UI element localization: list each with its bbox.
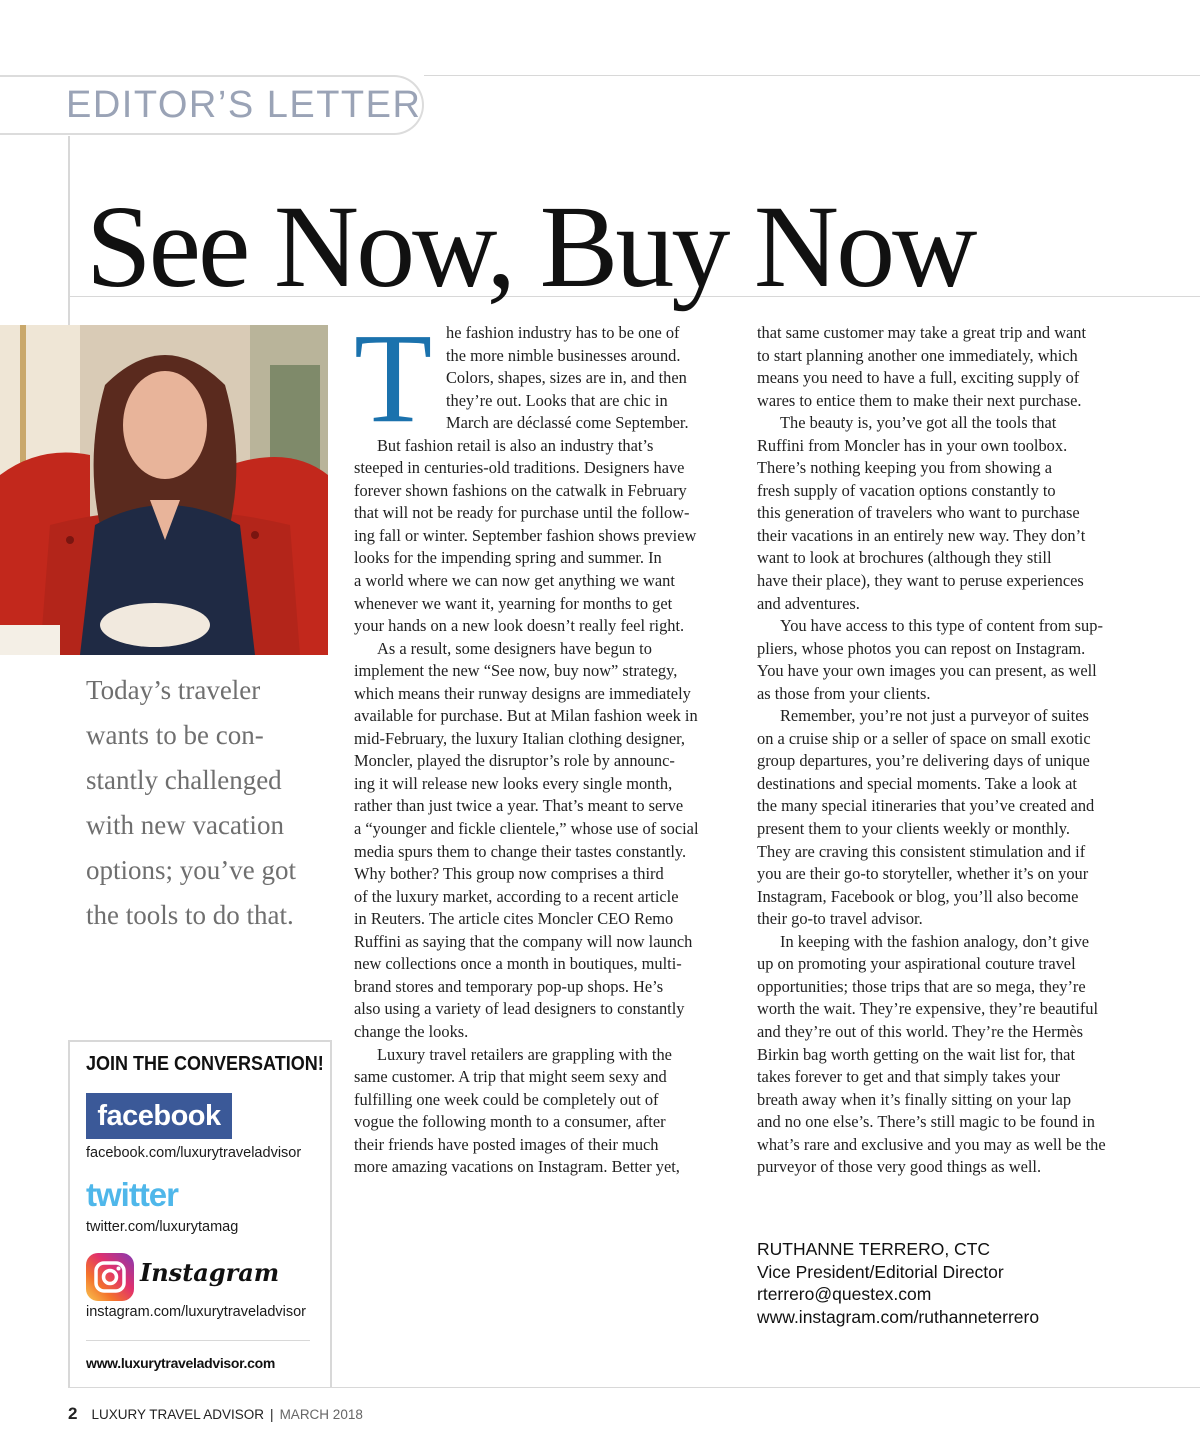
- drop-cap: T: [354, 307, 433, 449]
- article-line: the more nimble businesses around.: [446, 345, 681, 365]
- article-line: means you need to have a full, exciting supply of: [757, 368, 1080, 388]
- article-line: wares to entice them to make their next purchase.: [757, 390, 1082, 410]
- article-line: Luxury travel retailers are grappling with the: [377, 1044, 672, 1064]
- article-line: Ruffini as saying that the company will now launch: [354, 931, 693, 951]
- editor-title: Vice President/Editorial Director: [757, 1261, 1004, 1282]
- article-line: fulfilling one week could be completely out of: [354, 1089, 659, 1109]
- article-line: implement the new “See now, buy now” strategy,: [354, 661, 678, 681]
- article-line: their go-to travel advisor.: [757, 909, 923, 929]
- article-line: ing fall or winter. September fashion shows preview: [354, 525, 697, 545]
- article-line: Why bother? This group now comprises a third: [354, 864, 664, 884]
- editor-email[interactable]: rterrero@questex.com: [757, 1284, 932, 1304]
- article-line: opportunities; those trips that are so mega, they’re: [757, 976, 1086, 996]
- article-line: present them to your clients weekly or monthly.: [757, 819, 1071, 839]
- article-line: same customer. A trip that might seem sexy and: [354, 1067, 667, 1087]
- article-line: worth the wait. They’re expensive, they’re beautiful: [757, 999, 1099, 1019]
- article-line: They are craving this consistent stimulation and if: [757, 841, 1086, 861]
- editor-name: RUTHANNE TERRERO, CTC: [757, 1239, 991, 1259]
- article-line: have their place), they want to peruse experiences: [757, 571, 1084, 591]
- facebook-link[interactable]: facebook.com/luxurytraveladvisor: [86, 1145, 302, 1161]
- article-line: pliers, whose photos you can repost on Instagram.: [757, 638, 1086, 658]
- article-line: and they’re out of this world. They’re the Hermès: [757, 1021, 1084, 1041]
- article-line: you are their go-to storyteller, whether it’s on your: [757, 864, 1089, 884]
- article-line: Moncler, played the disruptor’s role by announc-: [354, 751, 675, 771]
- article-line: breath away when it’s finally sitting on your lap: [757, 1089, 1072, 1109]
- article-line: Remember, you’re not just a purveyor of suites: [780, 706, 1089, 726]
- page-footer: [68, 1404, 363, 1424]
- article-line: In keeping with the fashion analogy, don’t give: [780, 931, 1090, 951]
- social-divider: [86, 1340, 310, 1341]
- page-number: 2: [68, 1404, 78, 1423]
- article-line: want to look at brochures (although they still: [757, 548, 1052, 568]
- article-line: steeped in centuries-old traditions. Designers have: [354, 458, 685, 478]
- article-line: purveyor of those very good things as well.: [757, 1157, 1042, 1177]
- website-link[interactable]: www.luxurytraveladvisor.com: [86, 1355, 276, 1371]
- pull-quote-line: wants to be con-: [86, 720, 264, 750]
- editor-instagram[interactable]: www.instagram.com/ruthanneterrero: [757, 1306, 1040, 1327]
- instagram-logo[interactable]: Instagram: [140, 1258, 280, 1287]
- headline: See Now, Buy Now: [86, 181, 975, 312]
- article-line: mid-February, the luxury Italian clothing designer,: [354, 728, 686, 748]
- pull-quote: [86, 668, 326, 938]
- article-line: fresh supply of vacation options constantly to: [757, 480, 1056, 500]
- article-line: their friends have posted images of their much: [354, 1134, 659, 1154]
- article-line: rather than just twice a year. That’s meant to serve: [354, 796, 684, 816]
- article-line: group departures, you’re delivering days of unique: [757, 751, 1090, 771]
- twitter-logo[interactable]: twitter: [86, 1176, 178, 1213]
- social-top-rule: [68, 1040, 330, 1042]
- twitter-link[interactable]: twitter.com/luxurytamag: [86, 1219, 239, 1235]
- article-line: to start planning another one immediately, which: [757, 345, 1078, 365]
- article-line: their vacations in an entirely new way. They don’t: [757, 525, 1086, 545]
- article-line: As a result, some designers have begun to: [377, 638, 652, 658]
- article-line: March are déclassé come September.: [446, 413, 689, 433]
- article-line: media spurs them to change their tastes constantly.: [354, 841, 687, 861]
- article-line: in Reuters. The article cites Moncler CEO Remo: [354, 909, 674, 929]
- article-line: looks for the impending spring and summer. In: [354, 548, 662, 568]
- join-heading: JOIN THE CONVERSATION!: [86, 1053, 324, 1075]
- pull-quote-line: with new vacation: [86, 810, 284, 840]
- article-line: new collections once a month in boutiques, multi-: [354, 954, 682, 974]
- top-rule: [424, 75, 1200, 76]
- article-line: he fashion industry has to be one of: [446, 323, 680, 342]
- footer-separator: |: [270, 1407, 274, 1422]
- article-line: and adventures.: [757, 593, 860, 613]
- pull-quote-line: the tools to do that.: [86, 900, 294, 930]
- section-label: EDITOR’S LETTER: [66, 84, 422, 126]
- article-line: the many special itineraries that you’ve created and: [757, 796, 1095, 816]
- article-line: takes forever to get and that simply takes your: [757, 1067, 1061, 1087]
- issue-date: MARCH 2018: [279, 1407, 363, 1422]
- article-line: as those from your clients.: [757, 683, 931, 703]
- instagram-link[interactable]: instagram.com/luxurytraveladvisor: [86, 1304, 306, 1320]
- article-line: what’s rare and exclusive and you may as well be the: [757, 1134, 1106, 1154]
- article-column-2: [757, 322, 1137, 1179]
- article-line: There’s nothing keeping you from showing a: [757, 458, 1052, 478]
- article-line: available for purchase. But at Milan fashion week in: [354, 706, 698, 726]
- article-line: on a cruise ship or a seller of space on small exotic: [757, 728, 1091, 748]
- pull-quote-line: options; you’ve got: [86, 855, 296, 885]
- article-line: of the luxury market, according to a recent article: [354, 886, 679, 906]
- instagram-icon[interactable]: [86, 1253, 134, 1301]
- article-line: You have access to this type of content from sup-: [780, 616, 1103, 636]
- editor-signature: [757, 1238, 1039, 1328]
- article-line: that will not be ready for purchase until the follow-: [354, 503, 690, 523]
- article-line: up on promoting your aspirational couture travel: [757, 954, 1076, 974]
- article-line: and no one else’s. There’s still magic to be found in: [757, 1112, 1095, 1132]
- facebook-logo[interactable]: facebook: [86, 1093, 232, 1139]
- article-line: Ruffini from Moncler has in your own toolbox.: [757, 435, 1068, 455]
- article-line: a “younger and fickle clientele,” whose use of social: [354, 819, 699, 839]
- pull-quote-line: stantly challenged: [86, 765, 282, 795]
- article-line: they’re out. Looks that are chic in: [446, 390, 668, 410]
- article-line: your hands on a new look doesn’t really feel right.: [354, 616, 685, 636]
- article-line: more amazing vacations on Instagram. Better yet,: [354, 1157, 680, 1177]
- editor-portrait: [0, 325, 328, 655]
- article-line: ing it will release new looks every single month,: [354, 773, 673, 793]
- article-line: change the looks.: [354, 1021, 469, 1041]
- article-line: whenever we want it, yearning for months to get: [354, 593, 673, 613]
- pull-quote-line: Today’s traveler: [86, 675, 261, 705]
- article-line: Birkin bag worth getting on the wait list for, that: [757, 1044, 1076, 1064]
- article-line: this generation of travelers who want to purchase: [757, 503, 1080, 523]
- article-line: which means their runway designs are immediately: [354, 683, 691, 703]
- article-column-1: [354, 307, 734, 1179]
- article-line: vogue the following month to a consumer, after: [354, 1112, 666, 1132]
- article-line: destinations and special moments. Take a look at: [757, 773, 1077, 793]
- article-line: that same customer may take a great trip and want: [757, 323, 1087, 342]
- left-vertical-rule: [68, 136, 70, 326]
- article-line: The beauty is, you’ve got all the tools that: [780, 413, 1057, 433]
- article-line: Colors, shapes, sizes are in, and then: [446, 368, 687, 388]
- publication-name: LUXURY TRAVEL ADVISOR: [91, 1407, 265, 1422]
- article-line: a world where we can now get anything we want: [354, 571, 675, 591]
- article-line: Instagram, Facebook or blog, you’ll also become: [757, 886, 1079, 906]
- article-line: forever shown fashions on the catwalk in February: [354, 480, 687, 500]
- article-line: also using a variety of lead designers to constantly: [354, 999, 685, 1019]
- article-line: But fashion retail is also an industry that’s: [377, 435, 654, 455]
- article-line: You have your own images you can present, as well: [757, 661, 1097, 681]
- article-line: brand stores and temporary pop-up shops. He’s: [354, 976, 664, 996]
